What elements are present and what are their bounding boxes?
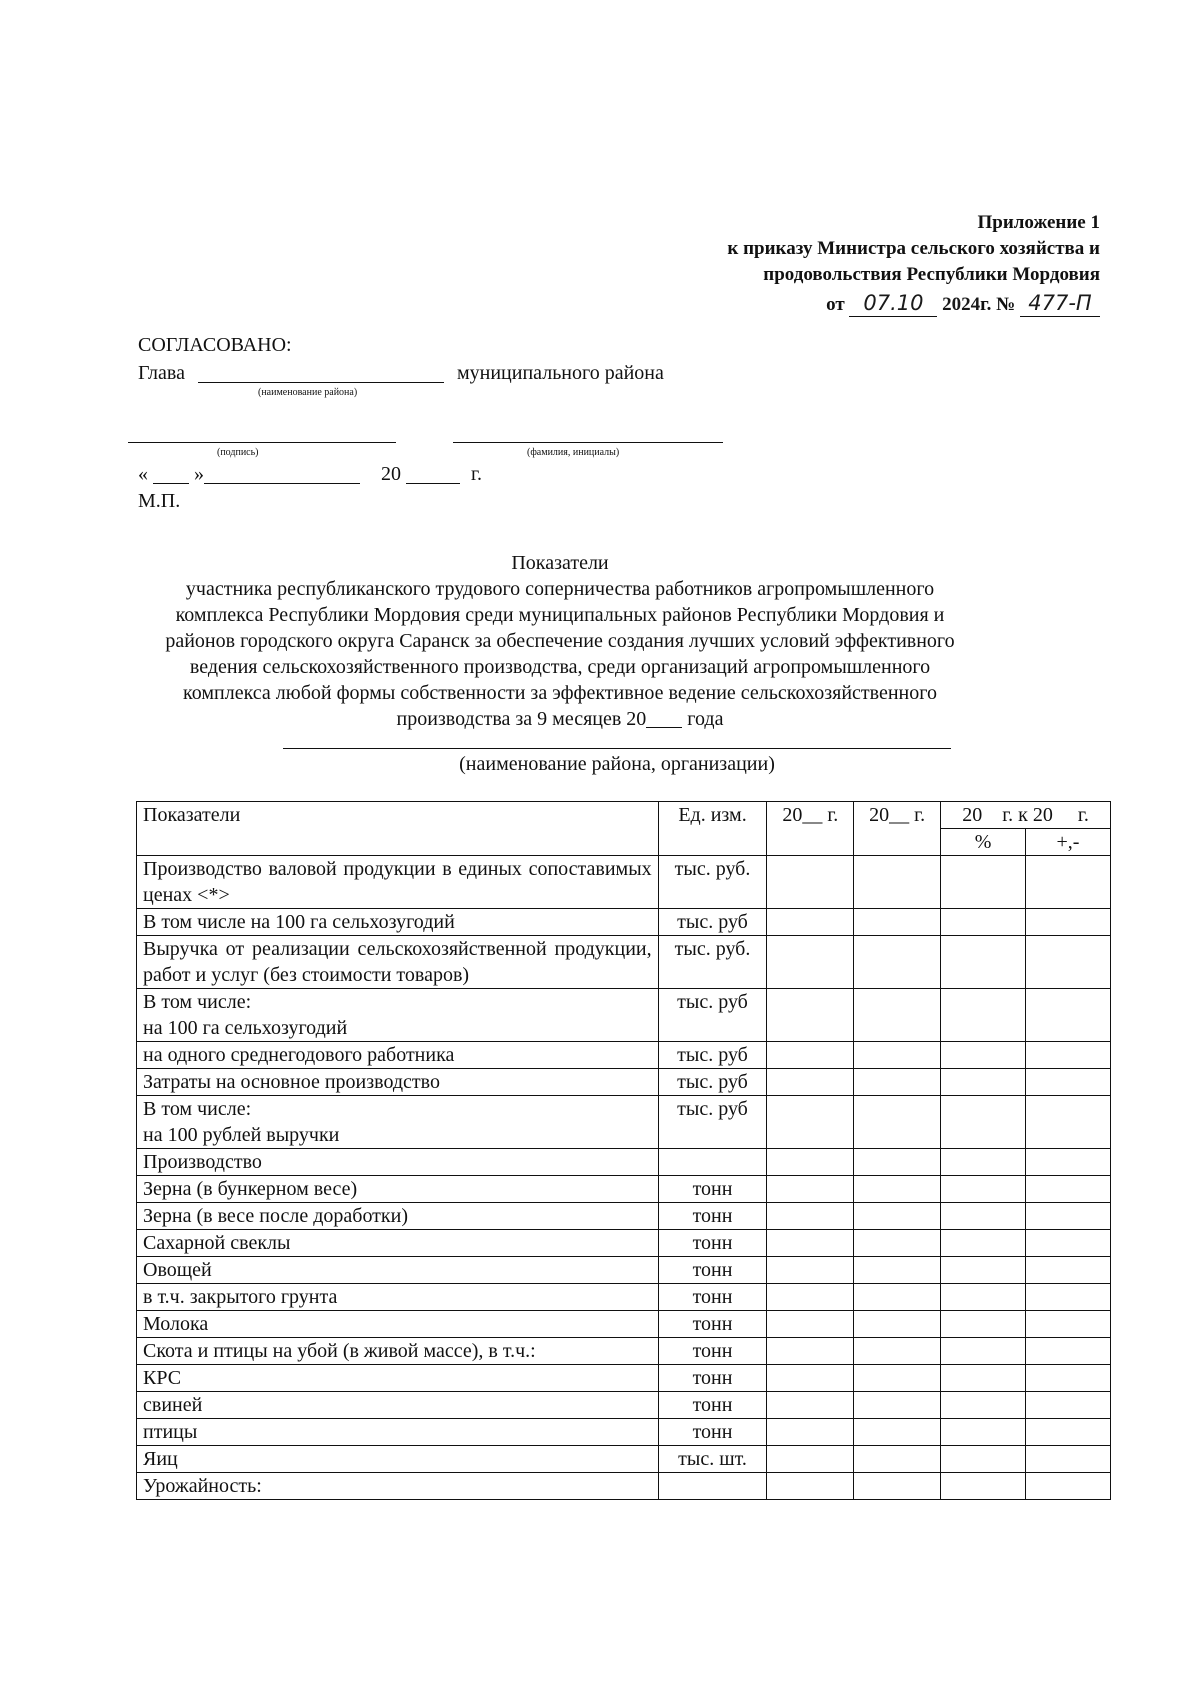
cell-plus-minus	[1026, 1257, 1111, 1284]
row-unit: тыс. шт.	[658, 1446, 767, 1473]
cell-plus-minus	[1026, 1203, 1111, 1230]
header-plus-minus: +,-	[1026, 829, 1111, 856]
row-name: КРС	[137, 1365, 659, 1392]
row-unit: тыс. руб	[658, 1069, 767, 1096]
document-title-block	[130, 550, 990, 732]
cell-plus-minus	[1026, 1042, 1111, 1069]
cell-year-2	[854, 1149, 941, 1176]
ministry-line: продовольствия Республики Мордовия	[763, 264, 1100, 285]
title-line-2: комплекса Республики Мордовия среди муниципальных районов Республики Мордовия и	[175, 604, 945, 626]
row-name: на одного среднегодового работника	[137, 1042, 659, 1069]
indicators-table	[136, 801, 1111, 1500]
cell-year-2	[854, 1365, 941, 1392]
table-row	[137, 1392, 1111, 1419]
table-row	[137, 1311, 1111, 1338]
table-row	[137, 1473, 1111, 1500]
table-row	[137, 1365, 1111, 1392]
appendix-title: Приложение 1	[977, 212, 1100, 233]
row-unit: тонн	[658, 1257, 767, 1284]
cell-plus-minus	[1026, 1473, 1111, 1500]
row-name: Выручка от реализации сельскохозяйственной продукции, работ и услуг (без стоимости товаров)	[137, 936, 659, 989]
cell-year-2	[854, 1203, 941, 1230]
cell-year-1	[767, 989, 854, 1042]
cell-year-1	[767, 1365, 854, 1392]
cell-plus-minus	[1026, 1176, 1111, 1203]
signature-caption: (подпись)	[217, 447, 259, 458]
cell-year-2	[854, 1176, 941, 1203]
cell-percent	[941, 1149, 1026, 1176]
title-line-6	[130, 706, 990, 732]
row-unit: тыс. руб	[658, 1096, 767, 1149]
cell-percent	[941, 909, 1026, 936]
table-row	[137, 1284, 1111, 1311]
row-name-multiline	[137, 1096, 659, 1149]
row-name: Зерна (в бункерном весе)	[137, 1176, 659, 1203]
period-prefix: производства за 9 месяцев 20	[396, 708, 647, 730]
head-label: Глава	[138, 362, 185, 384]
cell-plus-minus	[1026, 1311, 1111, 1338]
approval-year-prefix: 20	[381, 463, 401, 485]
year-suffix: г. №	[980, 294, 1016, 315]
approval-date-line	[138, 463, 698, 486]
cell-year-1	[767, 1419, 854, 1446]
handwritten-date: 07.10	[849, 290, 937, 317]
cell-year-1	[767, 936, 854, 989]
cell-percent	[941, 1311, 1026, 1338]
handwritten-order-number: 477-П	[1020, 290, 1100, 317]
cell-year-2	[854, 1042, 941, 1069]
row-unit: тонн	[658, 1392, 767, 1419]
name-caption: (фамилия, инициалы)	[527, 447, 620, 458]
row-name: Яиц	[137, 1446, 659, 1473]
cell-year-2	[854, 1230, 941, 1257]
month-blank	[204, 465, 360, 484]
table-row	[137, 1069, 1111, 1096]
cell-percent	[941, 1419, 1026, 1446]
cell-year-2	[854, 1311, 941, 1338]
row-name: Скота и птицы на убой (в живой массе), в т.ч.:	[137, 1338, 659, 1365]
table-header-row	[137, 802, 1111, 829]
row-name: Молока	[137, 1311, 659, 1338]
cell-plus-minus	[1026, 1392, 1111, 1419]
cell-year-2	[854, 1338, 941, 1365]
row-unit: тонн	[658, 1203, 767, 1230]
cell-year-1	[767, 1176, 854, 1203]
row-unit: тонн	[658, 1176, 767, 1203]
table-row	[137, 1446, 1111, 1473]
cell-year-2	[854, 856, 941, 909]
cell-year-2	[854, 1446, 941, 1473]
approval-year-suffix: г.	[471, 463, 482, 485]
row-subname: на 100 рублей выручки	[143, 1124, 340, 1146]
cell-year-1	[767, 1473, 854, 1500]
table-row	[137, 1203, 1111, 1230]
day-blank	[153, 465, 189, 484]
handwritten-year: 2024	[942, 294, 981, 315]
cell-percent	[941, 1176, 1026, 1203]
cell-percent	[941, 989, 1026, 1042]
approval-year-blank	[406, 465, 460, 484]
cell-year-1	[767, 1311, 854, 1338]
cell-year-1	[767, 1230, 854, 1257]
row-name: В том числе:	[143, 1098, 252, 1120]
row-name: Зерна (в весе после доработки)	[137, 1203, 659, 1230]
row-unit: тыс. руб.	[658, 936, 767, 989]
document-heading: Показатели	[511, 552, 609, 574]
row-unit: тыс. руб	[658, 1042, 767, 1069]
row-unit: тонн	[658, 1284, 767, 1311]
quote-open: «	[138, 463, 148, 485]
row-unit	[658, 1473, 767, 1500]
cell-percent	[941, 1257, 1026, 1284]
row-name: Сахарной свеклы	[137, 1230, 659, 1257]
cell-year-1	[767, 1096, 854, 1149]
cell-percent	[941, 1069, 1026, 1096]
appendix-header	[727, 210, 1100, 318]
cell-plus-minus	[1026, 1365, 1111, 1392]
cell-percent	[941, 1096, 1026, 1149]
cell-percent	[941, 856, 1026, 909]
header-unit: Ед. изм.	[658, 802, 767, 856]
cell-year-2	[854, 909, 941, 936]
row-name: Урожайность:	[137, 1473, 659, 1500]
cell-percent	[941, 1473, 1026, 1500]
district-caption: (наименование района)	[258, 387, 358, 398]
table-row	[137, 936, 1111, 989]
cell-plus-minus	[1026, 1419, 1111, 1446]
row-unit: тонн	[658, 1311, 767, 1338]
row-unit: тыс. руб.	[658, 856, 767, 909]
row-unit: тыс. руб	[658, 909, 767, 936]
cell-plus-minus	[1026, 1338, 1111, 1365]
cell-plus-minus	[1026, 1069, 1111, 1096]
cell-year-2	[854, 1473, 941, 1500]
cell-year-1	[767, 1069, 854, 1096]
quote-close: »	[194, 463, 204, 485]
table-row	[137, 1257, 1111, 1284]
cell-plus-minus	[1026, 1446, 1111, 1473]
row-unit: тонн	[658, 1230, 767, 1257]
title-line-1: участника республиканского трудового соперничества работников агропромышленного	[185, 578, 935, 600]
row-name: В том числе:	[143, 991, 252, 1013]
table-row	[137, 1176, 1111, 1203]
cell-percent	[941, 1284, 1026, 1311]
date-prefix: от	[826, 294, 845, 315]
row-unit: тонн	[658, 1365, 767, 1392]
row-name-multiline	[137, 989, 659, 1042]
table-row	[137, 1149, 1111, 1176]
row-name: Затраты на основное производство	[137, 1069, 659, 1096]
cell-year-1	[767, 856, 854, 909]
order-date-line	[727, 290, 1100, 318]
row-name: Овощей	[137, 1257, 659, 1284]
cell-year-2	[854, 1284, 941, 1311]
stamp-label: М.П.	[138, 490, 181, 512]
row-subname: на 100 га сельхозугодий	[143, 1017, 348, 1039]
title-line-5: комплекса любой формы собственности за эффективное ведение сельскохозяйственного	[183, 682, 937, 704]
table-row	[137, 1230, 1111, 1257]
cell-plus-minus	[1026, 1230, 1111, 1257]
cell-percent	[941, 936, 1026, 989]
signature-blank	[128, 442, 396, 443]
title-line-4: ведения сельскохозяйственного производства, среди организаций агропромышленного	[189, 656, 931, 678]
table-row	[137, 1042, 1111, 1069]
table-row	[137, 1419, 1111, 1446]
approval-head-line	[138, 362, 738, 385]
table-row	[137, 989, 1111, 1042]
cell-percent	[941, 1338, 1026, 1365]
cell-percent	[941, 1042, 1026, 1069]
cell-year-1	[767, 1446, 854, 1473]
row-name: В том числе на 100 га сельхозугодий	[137, 909, 659, 936]
cell-year-2	[854, 989, 941, 1042]
cell-year-2	[854, 1257, 941, 1284]
table-row	[137, 856, 1111, 909]
cell-year-2	[854, 1069, 941, 1096]
cell-percent	[941, 1446, 1026, 1473]
cell-year-1	[767, 1338, 854, 1365]
header-comparison: 20 г. к 20 г.	[941, 802, 1111, 829]
row-name: в т.ч. закрытого грунта	[137, 1284, 659, 1311]
cell-year-1	[767, 909, 854, 936]
cell-year-1	[767, 1284, 854, 1311]
cell-year-1	[767, 1257, 854, 1284]
cell-year-2	[854, 1096, 941, 1149]
cell-year-1	[767, 1042, 854, 1069]
cell-plus-minus	[1026, 909, 1111, 936]
period-year-blank	[646, 711, 682, 728]
row-name: Производство	[137, 1149, 659, 1176]
organization-blank	[283, 748, 951, 749]
row-unit: тонн	[658, 1419, 767, 1446]
header-year-2: 20__ г.	[854, 802, 941, 856]
approval-title: СОГЛАСОВАНО:	[138, 334, 292, 356]
cell-year-1	[767, 1203, 854, 1230]
header-indicator: Показатели	[137, 802, 659, 856]
cell-plus-minus	[1026, 1096, 1111, 1149]
header-percent: %	[941, 829, 1026, 856]
cell-percent	[941, 1203, 1026, 1230]
name-blank	[453, 442, 723, 443]
row-unit	[658, 1149, 767, 1176]
order-reference-line: к приказу Министра сельского хозяйства и	[727, 238, 1100, 259]
cell-plus-minus	[1026, 856, 1111, 909]
period-suffix: года	[687, 708, 724, 730]
table-row	[137, 1096, 1111, 1149]
table-row	[137, 909, 1111, 936]
cell-year-2	[854, 936, 941, 989]
cell-plus-minus	[1026, 1284, 1111, 1311]
cell-year-1	[767, 1392, 854, 1419]
district-blank	[198, 362, 444, 383]
row-unit: тонн	[658, 1338, 767, 1365]
header-year-1: 20__ г.	[767, 802, 854, 856]
cell-percent	[941, 1365, 1026, 1392]
cell-plus-minus	[1026, 936, 1111, 989]
cell-plus-minus	[1026, 1149, 1111, 1176]
title-line-3: районов городского округа Саранск за обеспечение создания лучших условий эффективного	[165, 630, 955, 652]
cell-year-2	[854, 1392, 941, 1419]
row-name: Производство валовой продукции в единых сопоставимых ценах <*>	[137, 856, 659, 909]
organization-caption: (наименование района, организации)	[459, 753, 775, 775]
cell-year-2	[854, 1419, 941, 1446]
cell-percent	[941, 1230, 1026, 1257]
cell-plus-minus	[1026, 989, 1111, 1042]
table-row	[137, 1338, 1111, 1365]
district-suffix: муниципального района	[456, 362, 664, 384]
row-name: свиней	[137, 1392, 659, 1419]
cell-year-1	[767, 1149, 854, 1176]
row-name: птицы	[137, 1419, 659, 1446]
row-unit: тыс. руб	[658, 989, 767, 1042]
cell-percent	[941, 1392, 1026, 1419]
